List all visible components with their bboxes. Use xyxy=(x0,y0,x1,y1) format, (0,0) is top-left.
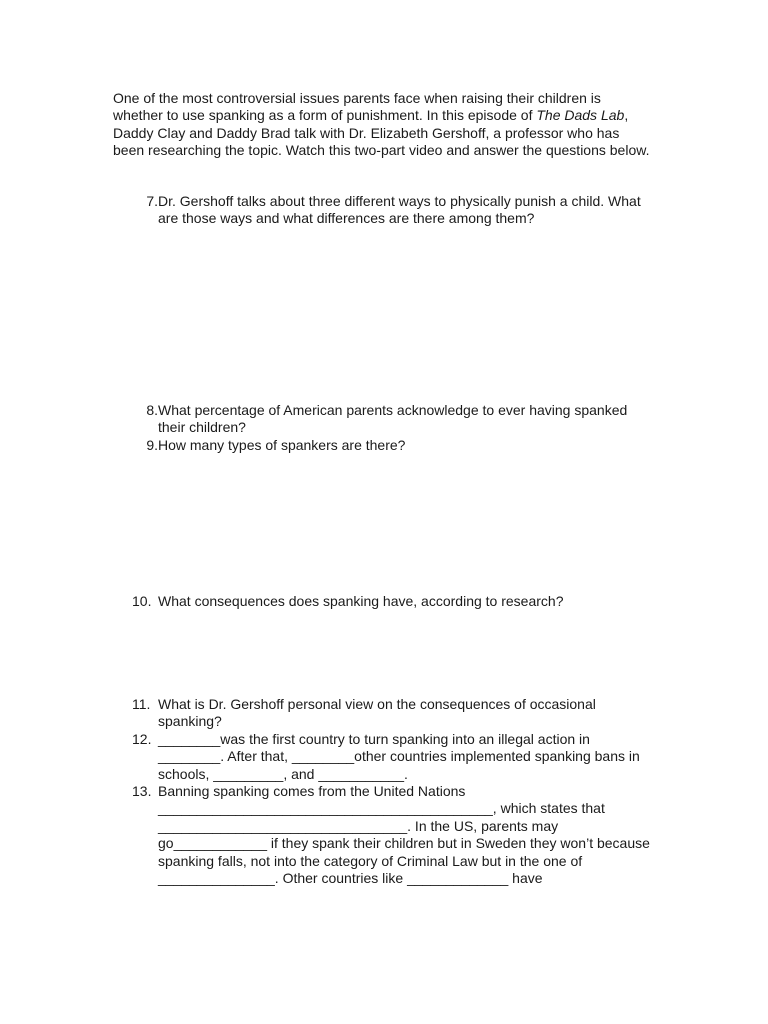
intro-text-part2: , Daddy Clay and Daddy Brad talk with Dr. Elizabeth Gershoff, a professor who has been researching the topic. Watch this two-part video and answer the questions below. xyxy=(113,107,650,159)
question-number: 11. xyxy=(132,696,151,712)
question-8 xyxy=(132,402,652,437)
question-text: ________was the first country to turn spanking into an illegal action in ________. After that, ________other countries implemented spanking bans in schools, _________, and ___________. xyxy=(158,731,640,782)
question-text: How many types of spankers are there? xyxy=(158,437,406,453)
question-text: What consequences does spanking have, according to research? xyxy=(158,593,564,609)
intro-paragraph xyxy=(113,90,653,160)
question-10 xyxy=(132,593,652,610)
question-text: Dr. Gershoff talks about three different ways to physically punish a child. What are those ways and what differences are there among them? xyxy=(158,193,641,227)
question-number: 13. xyxy=(132,783,152,799)
question-number: 9. xyxy=(146,437,158,453)
question-text: What is Dr. Gershoff personal view on the consequences of occasional spanking? xyxy=(158,696,596,730)
question-7 xyxy=(132,193,652,228)
show-title: The Dads Lab xyxy=(536,107,625,124)
question-number: 10. xyxy=(132,593,152,609)
question-13 xyxy=(132,783,652,887)
question-number: 8. xyxy=(146,402,158,418)
question-12 xyxy=(132,731,652,783)
question-text: Banning spanking comes from the United Nations ___________________________________________, which states that ________________________________. In the US, parents may go____________ if they spank their children but in Sweden they won’t because spanking falls, not into the category of Criminal Law but in the one of _______________. Other countries like _____________ have xyxy=(158,783,650,887)
question-number: 7. xyxy=(146,193,158,209)
question-11 xyxy=(132,696,652,731)
question-number: 12. xyxy=(132,731,152,747)
question-text: What percentage of American parents acknowledge to ever having spanked their children? xyxy=(158,402,628,436)
question-9 xyxy=(132,437,652,454)
intro-text-part1: One of the most controversial issues parents face when raising their children is whether to use spanking as a form of punishment. In this episode of xyxy=(113,90,601,124)
